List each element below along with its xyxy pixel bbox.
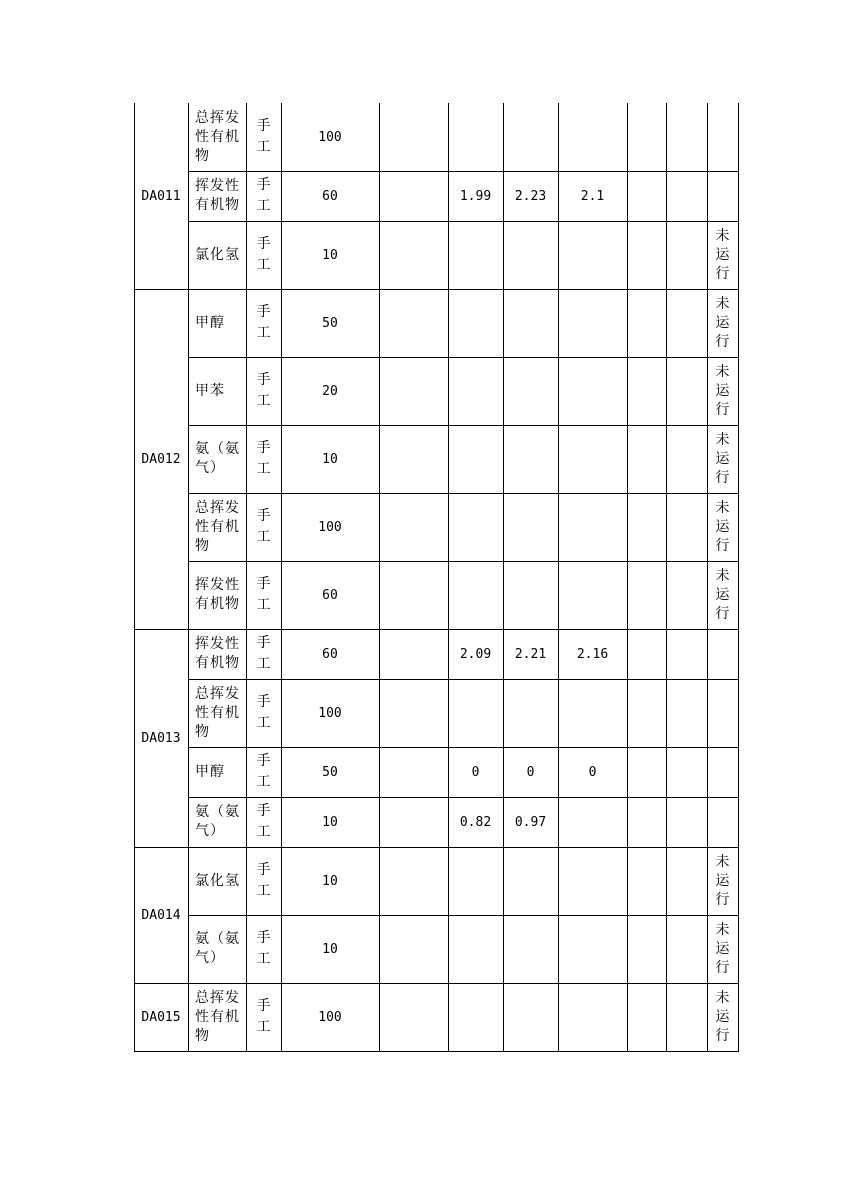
empty-cell — [666, 847, 707, 915]
measured-value-2 — [503, 983, 558, 1051]
method-cell: 手 工 — [256, 440, 271, 477]
remark-cell — [707, 747, 738, 797]
method-cell: 手 工 — [256, 576, 271, 613]
remark-cell — [707, 103, 738, 171]
measured-value-1 — [448, 103, 503, 171]
empty-cell — [627, 747, 666, 797]
empty-cell — [379, 493, 448, 561]
pollutant-cell — [188, 221, 246, 289]
remark-cell: 未 运 行 — [715, 853, 730, 908]
limit-cell: 10 — [322, 814, 338, 830]
method-cell: 手 工 — [256, 372, 271, 409]
pollutant-name: 氨（氨 气） — [195, 804, 240, 839]
method-cell: 手 工 — [256, 753, 271, 790]
empty-cell — [627, 493, 666, 561]
remark-cell — [707, 171, 738, 221]
empty-cell — [627, 679, 666, 747]
measured-value-1: 0.82 — [459, 814, 492, 830]
empty-cell — [379, 629, 448, 679]
empty-cell — [666, 493, 707, 561]
empty-cell — [627, 561, 666, 629]
method-cell: 手 工 — [256, 803, 271, 840]
empty-cell — [379, 797, 448, 847]
empty-cell — [627, 357, 666, 425]
measured-value-2 — [503, 289, 558, 357]
pollutant-name: 氯化氢 — [195, 872, 240, 889]
empty-cell — [379, 357, 448, 425]
method-cell: 手 工 — [256, 635, 271, 672]
empty-cell — [379, 221, 448, 289]
empty-cell — [379, 915, 448, 983]
remark-cell: 未 运 行 — [715, 227, 730, 282]
measured-value-1 — [448, 493, 503, 561]
empty-cell — [379, 103, 448, 171]
pollutant-name: 氨（氨 气） — [195, 441, 240, 476]
empty-cell — [666, 171, 707, 221]
empty-cell — [666, 289, 707, 357]
limit-cell: 60 — [322, 646, 338, 662]
method-cell: 手 工 — [256, 508, 271, 545]
empty-cell — [666, 357, 707, 425]
empty-cell — [627, 221, 666, 289]
method-cell: 手 工 — [256, 304, 271, 341]
pollutant-cell — [188, 171, 246, 221]
empty-cell — [666, 561, 707, 629]
empty-cell — [666, 221, 707, 289]
empty-cell — [379, 983, 448, 1051]
measured-value-3 — [558, 493, 627, 561]
pollutant-cell — [188, 797, 246, 847]
pollutant-cell — [188, 561, 246, 629]
measured-value-2 — [503, 493, 558, 561]
measured-value-2 — [503, 915, 558, 983]
limit-cell: 10 — [322, 873, 338, 889]
empty-cell — [627, 629, 666, 679]
measured-value-1 — [448, 357, 503, 425]
outlet-id-cell: DA013 — [141, 730, 181, 746]
pollutant-cell — [188, 679, 246, 747]
limit-cell: 10 — [322, 451, 338, 467]
pollutant-name: 甲醇 — [195, 314, 225, 331]
remark-cell: 未 运 行 — [715, 921, 730, 976]
measured-value-3 — [558, 915, 627, 983]
remark-cell: 未 运 行 — [715, 431, 730, 486]
measured-value-3 — [558, 561, 627, 629]
measured-value-1 — [448, 847, 503, 915]
empty-cell — [666, 797, 707, 847]
limit-cell: 60 — [322, 188, 338, 204]
limit-cell: 60 — [322, 587, 338, 603]
measured-value-3 — [558, 425, 627, 493]
remark-cell: 未 运 行 — [715, 363, 730, 418]
empty-cell — [379, 679, 448, 747]
limit-cell: 10 — [322, 247, 338, 263]
pollutant-name: 总挥发 性有机 物 — [195, 109, 240, 164]
method-cell: 手 工 — [256, 236, 271, 273]
table-vline-11 — [738, 103, 739, 1052]
measured-value-1 — [448, 915, 503, 983]
empty-cell — [379, 747, 448, 797]
pollutant-name: 挥发性 有机物 — [195, 178, 240, 213]
method-cell: 手 工 — [256, 118, 271, 155]
remark-cell — [707, 797, 738, 847]
pollutant-cell — [188, 629, 246, 679]
pollutant-cell — [188, 493, 246, 561]
measured-value-1: 2.09 — [459, 646, 492, 662]
limit-cell: 100 — [318, 129, 342, 145]
measured-value-3 — [558, 679, 627, 747]
empty-cell — [627, 915, 666, 983]
measured-value-2 — [503, 561, 558, 629]
measured-value-1 — [448, 561, 503, 629]
pollutant-cell — [188, 747, 246, 797]
remark-cell — [707, 679, 738, 747]
remark-cell: 未 运 行 — [715, 499, 730, 554]
measured-value-1 — [448, 425, 503, 493]
pollutant-name: 氨（氨 气） — [195, 931, 240, 966]
empty-cell — [627, 171, 666, 221]
measured-value-2 — [503, 847, 558, 915]
pollutant-cell — [188, 847, 246, 915]
empty-cell — [666, 103, 707, 171]
pollutant-cell — [188, 103, 246, 171]
measured-value-3 — [558, 103, 627, 171]
measured-value-2: 2.23 — [514, 188, 547, 204]
outlet-id-cell: DA015 — [141, 1009, 181, 1025]
measured-value-2 — [503, 679, 558, 747]
measured-value-3 — [558, 983, 627, 1051]
empty-cell — [627, 103, 666, 171]
pollutant-name: 氯化氢 — [195, 246, 240, 263]
empty-cell — [666, 629, 707, 679]
outlet-id-cell: DA011 — [141, 188, 181, 204]
outlet-id-cell: DA014 — [141, 907, 181, 923]
measured-value-2: 0 — [526, 764, 535, 780]
measured-value-1 — [448, 289, 503, 357]
limit-cell: 10 — [322, 941, 338, 957]
empty-cell — [666, 679, 707, 747]
measured-value-1: 0 — [471, 764, 480, 780]
measured-value-3: 2.1 — [580, 188, 605, 204]
empty-cell — [379, 289, 448, 357]
pollutant-name: 甲醇 — [195, 763, 225, 780]
measured-value-3 — [558, 357, 627, 425]
pollutant-cell — [188, 289, 246, 357]
empty-cell — [627, 847, 666, 915]
pollutant-name: 总挥发 性有机 物 — [195, 989, 240, 1044]
remark-cell: 未 运 行 — [715, 989, 730, 1044]
empty-cell — [627, 289, 666, 357]
method-cell: 手 工 — [256, 177, 271, 214]
method-cell: 手 工 — [256, 694, 271, 731]
measured-value-2 — [503, 425, 558, 493]
measured-value-3: 2.16 — [576, 646, 609, 662]
measured-value-3 — [558, 797, 627, 847]
measured-value-3 — [558, 847, 627, 915]
measured-value-1 — [448, 221, 503, 289]
measured-value-3 — [558, 221, 627, 289]
pollutant-name: 总挥发 性有机 物 — [195, 499, 240, 554]
limit-cell: 100 — [318, 519, 342, 535]
empty-cell — [379, 425, 448, 493]
limit-cell: 50 — [322, 315, 338, 331]
method-cell: 手 工 — [256, 998, 271, 1035]
limit-cell: 20 — [322, 383, 338, 399]
measured-value-2 — [503, 357, 558, 425]
pollutant-cell — [188, 425, 246, 493]
pollutant-cell — [188, 357, 246, 425]
limit-cell: 50 — [322, 764, 338, 780]
empty-cell — [627, 983, 666, 1051]
empty-cell — [627, 425, 666, 493]
measured-value-2: 0.97 — [514, 814, 547, 830]
pollutant-name: 总挥发 性有机 物 — [195, 685, 240, 740]
empty-cell — [666, 425, 707, 493]
method-cell: 手 工 — [256, 862, 271, 899]
remark-cell — [707, 629, 738, 679]
empty-cell — [666, 983, 707, 1051]
limit-cell: 100 — [318, 705, 342, 721]
pollutant-cell — [188, 983, 246, 1051]
table-bottom-border — [134, 1051, 739, 1052]
measured-value-2 — [503, 103, 558, 171]
pollutant-cell — [188, 915, 246, 983]
remark-cell: 未 运 行 — [715, 567, 730, 622]
empty-cell — [379, 561, 448, 629]
measured-value-1: 1.99 — [459, 188, 492, 204]
measured-value-2 — [503, 221, 558, 289]
empty-cell — [379, 171, 448, 221]
measured-value-3 — [558, 289, 627, 357]
pollutant-name: 甲苯 — [195, 382, 225, 399]
empty-cell — [379, 847, 448, 915]
pollutant-name: 挥发性 有机物 — [195, 636, 240, 671]
empty-cell — [666, 915, 707, 983]
measured-value-3: 0 — [588, 764, 597, 780]
measured-value-1 — [448, 983, 503, 1051]
empty-cell — [666, 747, 707, 797]
remark-cell: 未 运 行 — [715, 295, 730, 350]
measured-value-1 — [448, 679, 503, 747]
outlet-id-cell: DA012 — [141, 451, 181, 467]
limit-cell: 100 — [318, 1009, 342, 1025]
measured-value-2: 2.21 — [514, 646, 547, 662]
empty-cell — [627, 797, 666, 847]
method-cell: 手 工 — [256, 930, 271, 967]
pollutant-name: 挥发性 有机物 — [195, 577, 240, 612]
